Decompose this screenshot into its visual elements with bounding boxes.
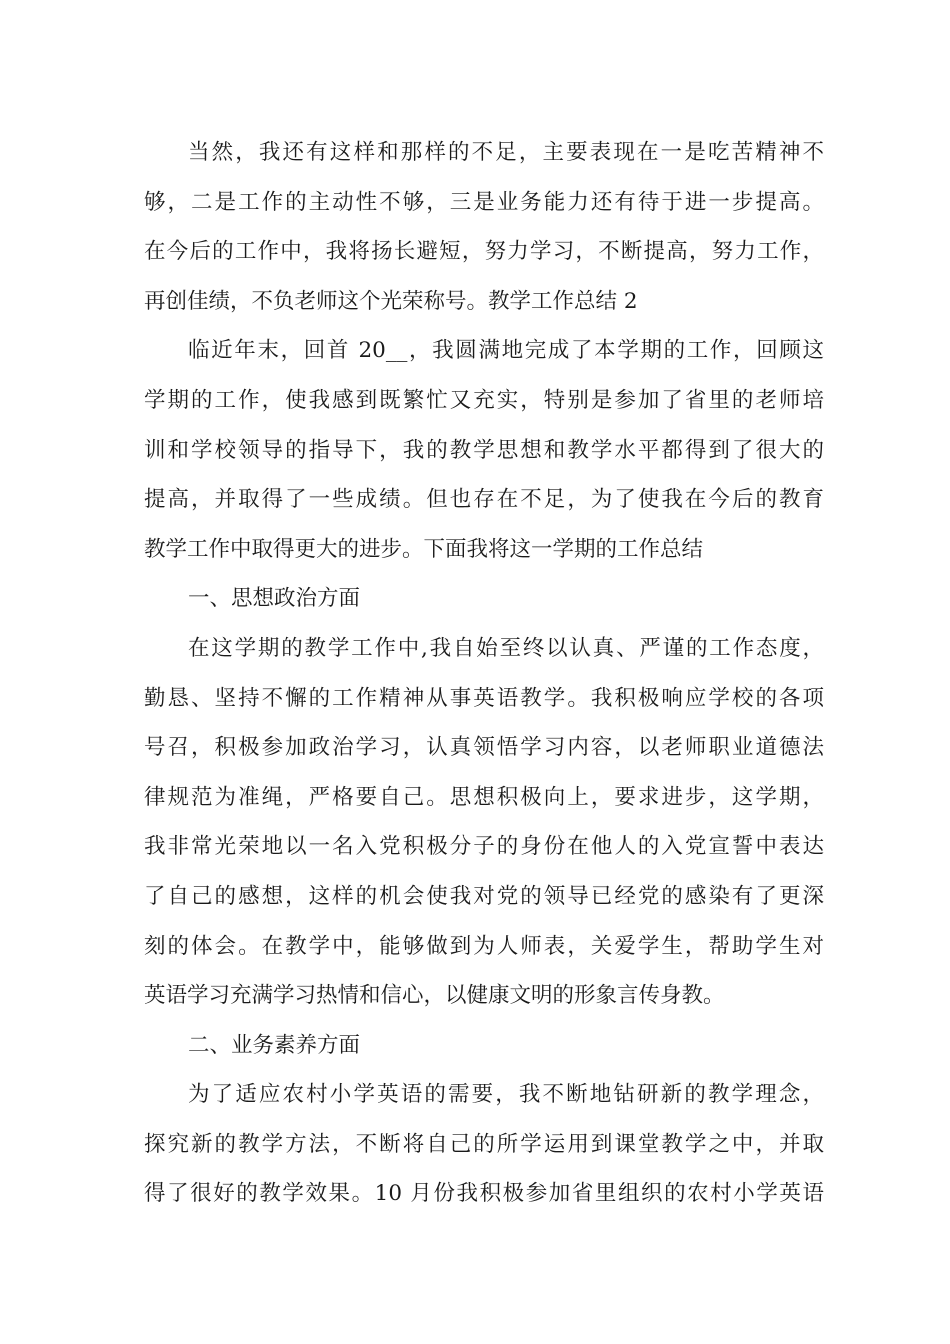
text-line: 学期的工作，使我感到既繁忙又充实，特别是参加了省里的老师培 [144,387,824,413]
text-line: 为了适应农村小学英语的需要，我不断地钻研新的教学理念， [188,1082,824,1108]
text-line: 在今后的工作中，我将扬长避短，努力学习，不断提高，努力工作， [144,239,824,265]
text-line: 我非常光荣地以一名入党积极分子的身份在他人的入党宣誓中表达 [144,834,824,860]
text-line: 刻的体会。在教学中，能够做到为人师表，关爱学生，帮助学生对 [144,933,824,959]
text-line: 训和学校领导的指导下，我的教学思想和教学水平都得到了很大的 [144,437,824,463]
text-line: 英语学习充满学习热情和信心，以健康文明的形象言传身教。 [144,983,725,1009]
text-line: 临近年末，回首 20__，我圆满地完成了本学期的工作，回顾这 [188,338,824,364]
text-line: 二、业务素养方面 [188,1032,361,1058]
text-line: 再创佳绩，不负老师这个光荣称号。教学工作总结 2 [144,288,638,314]
text-line: 得了很好的教学效果。10 月份我积极参加省里组织的农村小学英语 [144,1181,824,1207]
text-line: 探究新的教学方法，不断将自己的所学运用到课堂教学之中，并取 [144,1131,824,1157]
text-line: 够，二是工作的主动性不够，三是业务能力还有待于进一步提高。 [144,189,824,215]
text-line: 教学工作中取得更大的进步。下面我将这一学期的工作总结 [144,536,704,562]
text-line: 当然，我还有这样和那样的不足，主要表现在一是吃苦精神不 [188,140,824,165]
text-line: 在这学期的教学工作中,我自始至终以认真、严谨的工作态度， [188,635,824,661]
document-body [144,128,824,1219]
text-line: 一、思想政治方面 [188,586,361,612]
text-line: 律规范为准绳，严格要自己。思想积极向上，要求进步，这学期， [144,784,824,810]
text-line: 了自己的感想，这样的机会使我对党的领导已经党的感染有了更深 [144,883,824,909]
text-line: 号召，积极参加政治学习，认真领悟学习内容，以老师职业道德法 [144,735,824,761]
text-line: 勤恳、坚持不懈的工作精神从事英语教学。我积极响应学校的各项 [144,685,824,711]
text-line: 提高，并取得了一些成绩。但也存在不足，为了使我在今后的教育 [144,487,824,513]
